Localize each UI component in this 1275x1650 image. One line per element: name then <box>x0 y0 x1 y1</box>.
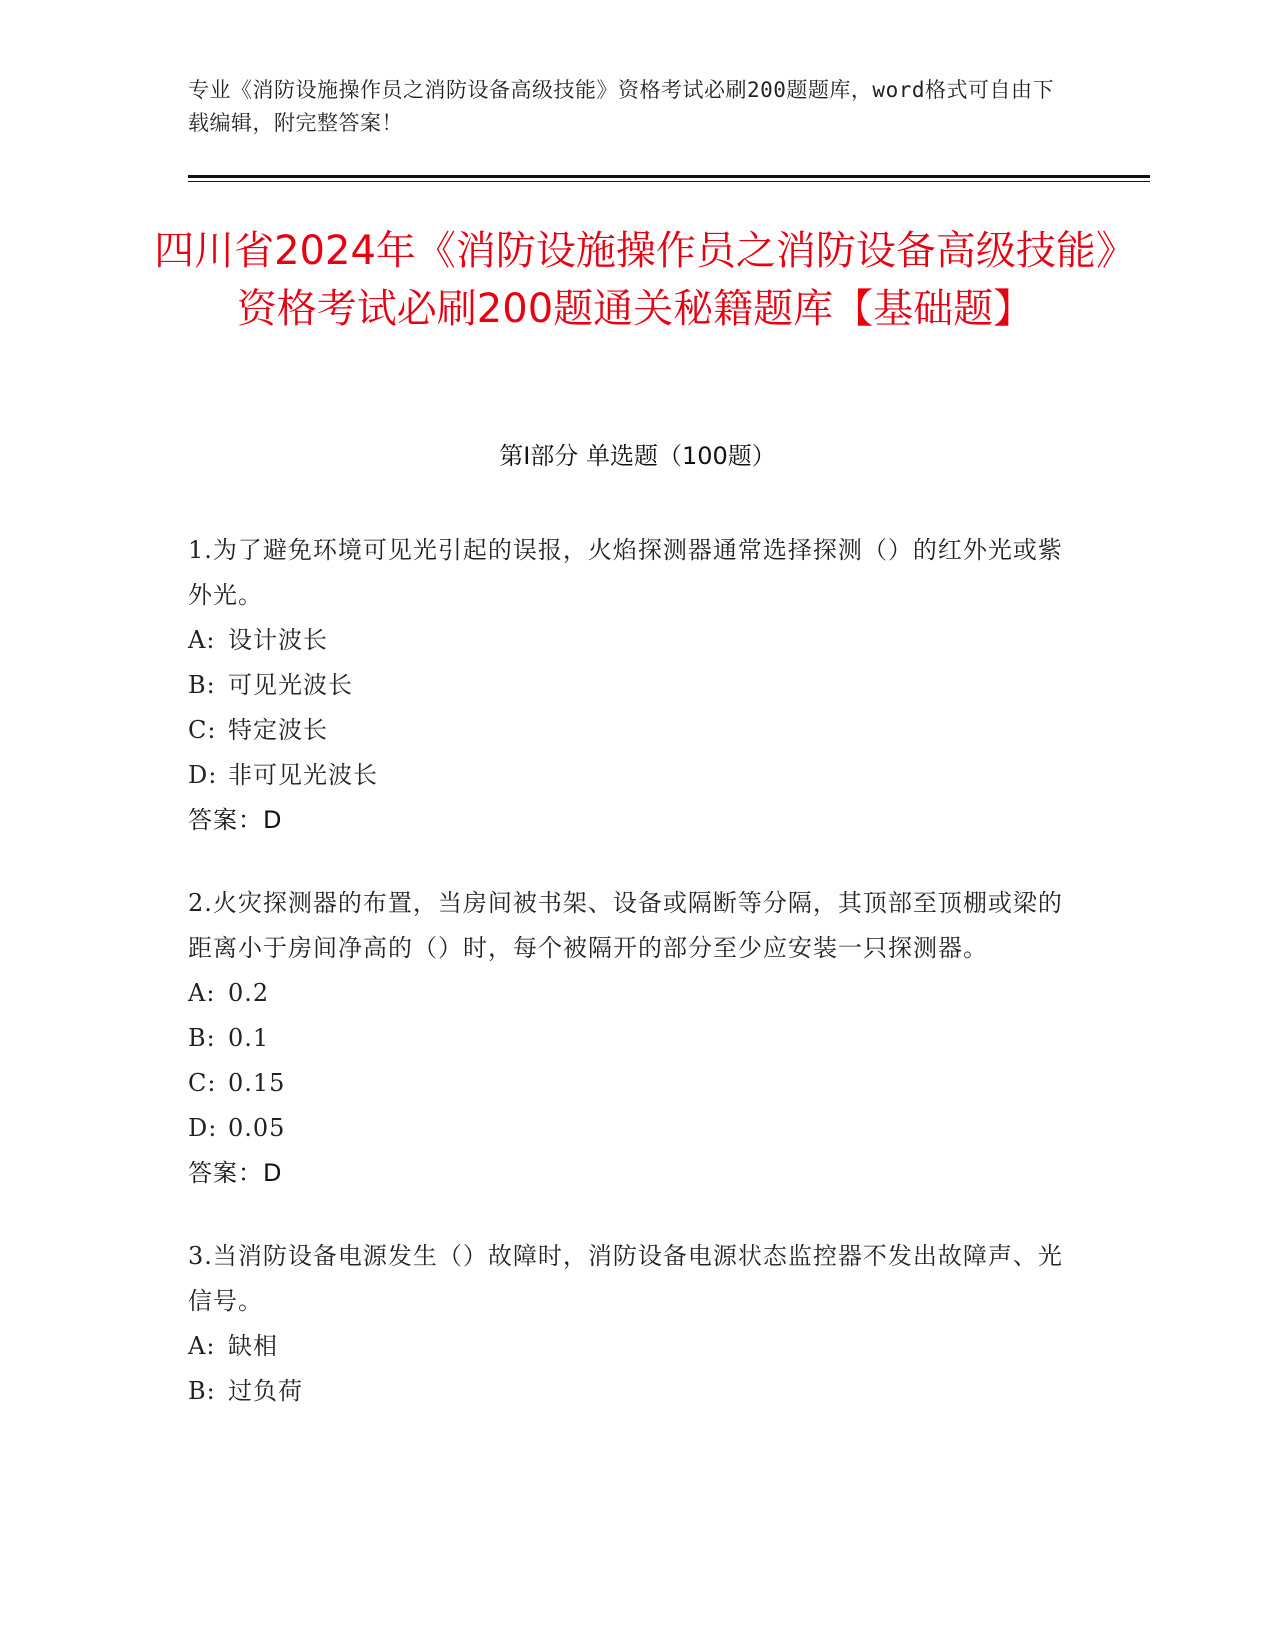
header-rule-thick <box>188 175 1150 178</box>
question-2 <box>188 881 1068 1196</box>
option-d <box>188 1106 1068 1151</box>
option-letter: C: <box>188 1069 217 1097</box>
section-title: 第I部分 单选题（100题） <box>499 442 776 470</box>
option-text: 0.1 <box>228 1024 270 1052</box>
document-title: 四川省2024年《消防设施操作员之消防设备高级技能》资格考试必刷200题通关秘籍题库【基础题】 <box>154 228 1116 332</box>
option-letter: A: <box>188 1332 216 1360</box>
option-text: 可见光波长 <box>228 671 353 699</box>
option-text: 过负荷 <box>228 1377 303 1405</box>
option-letter: B: <box>188 1377 216 1405</box>
option-letter: B: <box>188 1024 216 1052</box>
question-stem: 1.为了避免环境可见光引起的误报，火焰探测器通常选择探测（）的红外光或紫外光。 <box>188 536 1063 609</box>
option-text: 特定波长 <box>228 716 328 744</box>
option-b <box>188 1016 1068 1061</box>
option-text: 非可见光波长 <box>228 761 378 789</box>
option-c <box>188 708 1068 753</box>
option-text: 0.05 <box>228 1114 286 1142</box>
option-d <box>188 753 1068 798</box>
option-text: 0.15 <box>228 1069 286 1097</box>
header-note: 专业《消防设施操作员之消防设备高级技能》资格考试必刷200题题库，word格式可自由下载编辑，附完整答案！ <box>188 78 1054 135</box>
option-letter: D: <box>188 761 218 789</box>
option-a <box>188 618 1068 663</box>
question-1 <box>188 528 1068 843</box>
question-list <box>188 528 1068 1452</box>
option-letter: A: <box>188 979 216 1007</box>
option-text: 设计波长 <box>228 626 328 654</box>
question-stem: 2.火灾探测器的布置，当房间被书架、设备或隔断等分隔，其顶部至顶棚或梁的距离小于房间净高的（）时，每个被隔开的部分至少应安装一只探测器。 <box>188 889 1063 962</box>
option-b <box>188 663 1068 708</box>
option-b <box>188 1369 1068 1414</box>
option-letter: A: <box>188 626 216 654</box>
question-3 <box>188 1234 1068 1414</box>
option-letter: D: <box>188 1114 218 1142</box>
question-stem: 3.当消防设备电源发生（）故障时，消防设备电源状态监控器不发出故障声、光信号。 <box>188 1242 1063 1315</box>
option-letter: C: <box>188 716 217 744</box>
option-a <box>188 1324 1068 1369</box>
option-c <box>188 1061 1068 1106</box>
option-text: 缺相 <box>228 1332 278 1360</box>
answer-line: 答案：D <box>188 1159 283 1187</box>
header-rule-thin <box>188 181 1150 182</box>
option-a <box>188 971 1068 1016</box>
option-letter: B: <box>188 671 216 699</box>
answer-line: 答案：D <box>188 806 283 834</box>
option-text: 0.2 <box>228 979 270 1007</box>
